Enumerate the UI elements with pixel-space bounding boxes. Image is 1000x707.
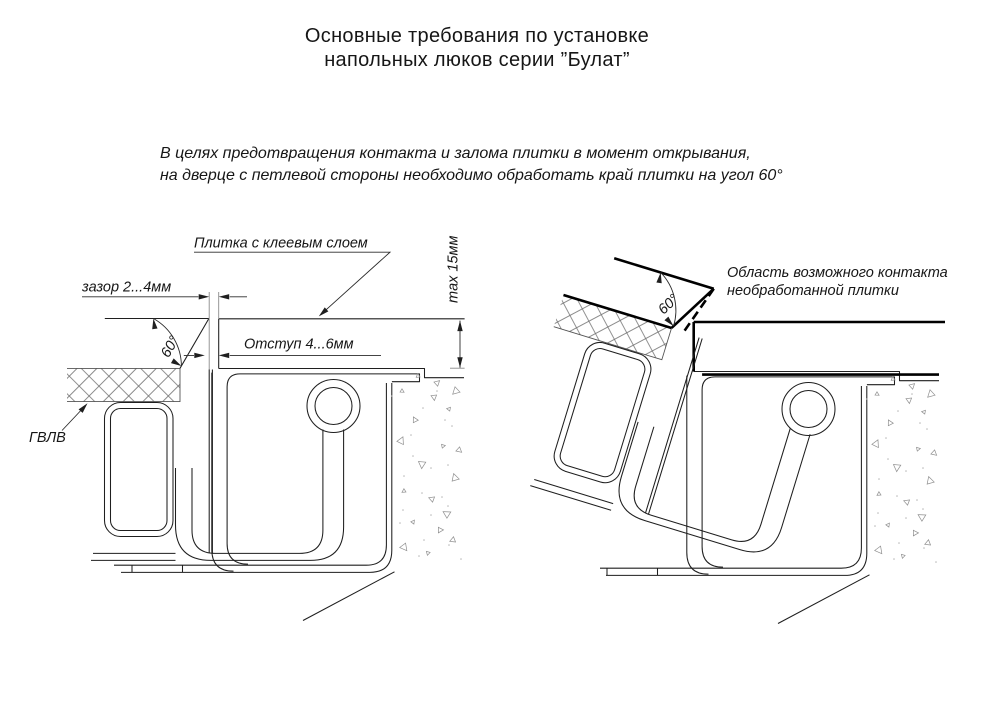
floor-break-line <box>778 575 870 624</box>
frame-inner-wall-inner <box>227 374 248 564</box>
frame-flange-bottom <box>240 374 420 382</box>
max-height-arrow-top <box>457 321 462 332</box>
page-title-line1: Основные требования по установке <box>304 25 650 47</box>
gap-label: зазор 2...4мм <box>82 279 172 296</box>
door-assembly-closed <box>67 318 344 560</box>
angle-label: 60° <box>655 291 683 319</box>
gvl-hatch-fill <box>67 368 180 401</box>
max-height-label: max 15мм <box>445 235 462 303</box>
gvl-hatch-fill <box>554 295 672 360</box>
offset-arrow-left <box>194 353 205 358</box>
contact-area-label-line2: необработанной плитки <box>727 283 899 299</box>
dimensions-closed <box>29 236 465 447</box>
note-line2: на дверце с петлевой стороны необходимо обработать край плитки на угол 60° <box>160 167 783 184</box>
hinge-pin <box>790 391 827 428</box>
frame-flange-top <box>219 369 464 378</box>
page-title-line2: напольных люков серии ”Булат” <box>324 49 630 71</box>
frame-section-open <box>600 322 945 624</box>
frame-bottom-joints <box>607 568 658 575</box>
max-height-arrow-bottom <box>457 357 462 368</box>
angle-arrow-top <box>151 318 158 329</box>
hinge-pin <box>315 388 352 425</box>
gvl-label: ГВЛВ <box>29 430 66 446</box>
frame-bottom-joints <box>132 565 183 572</box>
door-tube-inner <box>558 346 648 479</box>
door-edge-riser <box>209 370 212 554</box>
door-pan-bottom <box>91 553 176 560</box>
frame-flange-bottom <box>715 377 895 385</box>
tile-glue-leader <box>194 252 390 315</box>
frame-flange-top <box>694 372 939 381</box>
hinge-bar-outer <box>176 430 344 561</box>
open-view <box>507 247 947 624</box>
door-tube-outer <box>550 339 655 487</box>
concrete-texture <box>391 374 462 560</box>
contact-area-label-line1: Область возможного контакта <box>727 265 948 281</box>
gap-arrow-right <box>219 294 230 299</box>
offset-arrow-right <box>219 353 230 358</box>
door-pan-bottom <box>530 479 613 510</box>
offset-label: Отступ 4...6мм <box>244 336 354 353</box>
concrete-texture <box>866 377 937 563</box>
door-tile-top-emphasized <box>614 258 714 288</box>
floor-break-line <box>303 572 395 621</box>
frame-inner-wall-outer <box>212 373 234 572</box>
note-line1: В целях предотвращения контакта и залома плитки в момент открывания, <box>160 145 751 162</box>
door-tile-bevel <box>180 319 209 369</box>
closed-view <box>29 236 465 621</box>
angle-dimension <box>151 318 183 368</box>
frame-bottom-lower <box>606 386 867 575</box>
door-tube-inner <box>111 409 168 531</box>
gap-arrow-left <box>199 294 210 299</box>
frame-inner-wall-outer <box>687 376 709 575</box>
frame-bottom-upper <box>600 386 861 568</box>
extension-lines-gap <box>209 292 219 370</box>
angle-label: 60° <box>158 333 183 361</box>
tile-glue-label: Плитка с клеевым слоем <box>194 235 368 252</box>
frame-bottom-upper <box>114 383 386 565</box>
door-tube-outer <box>105 403 174 537</box>
